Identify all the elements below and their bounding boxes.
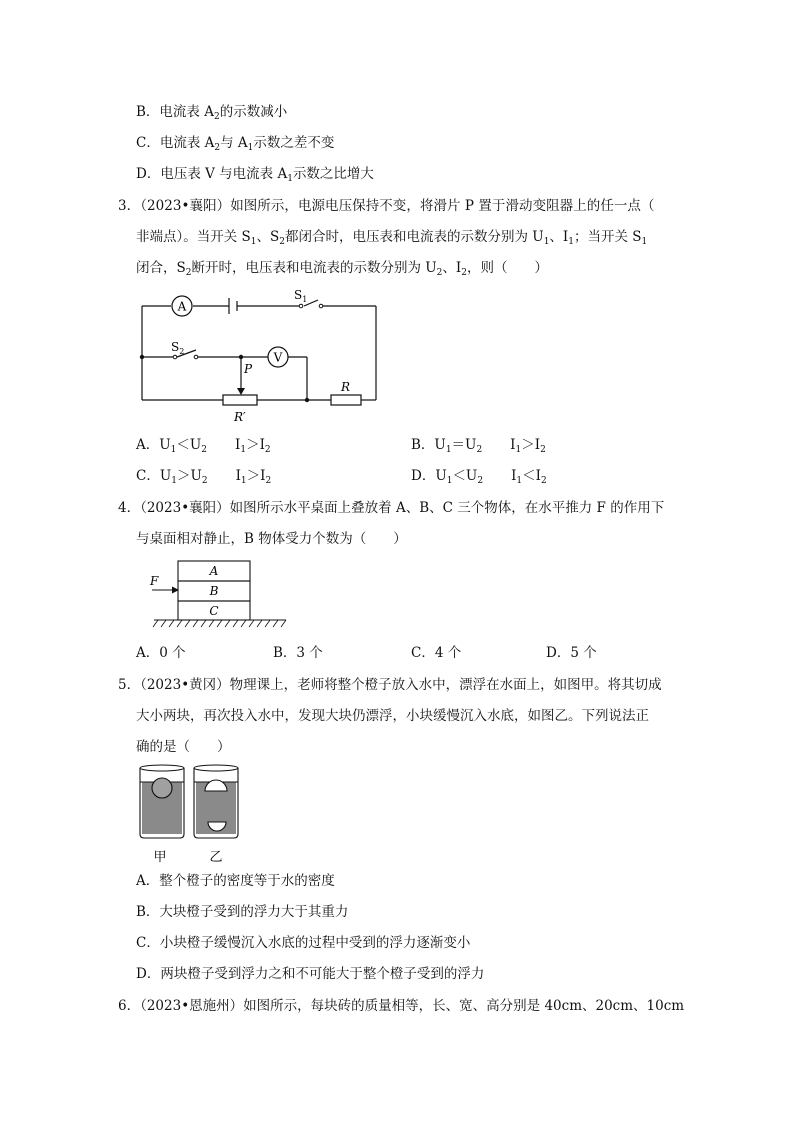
q5-stem-line1: 5．（2023•黄冈）物理课上，老师将整个橙子放入水中，漂浮在水面上，如图甲。将其切成 <box>118 677 662 693</box>
q4-option-d: D．5 个 <box>546 645 597 661</box>
slider-label: P <box>244 362 253 376</box>
resistor-label: R <box>341 380 351 394</box>
orange-beakers-figure <box>136 762 246 868</box>
stacked-blocks-diagram <box>150 558 290 630</box>
q3-option-a: A．$U_1<U_2$ $I_1>I_2$ <box>136 437 271 455</box>
switch2-label: $S_2$ <box>171 340 185 356</box>
q4-option-b: B．3 个 <box>273 645 323 661</box>
option-c: C．电流表 $A_2$与 $A_1$示数之差不变 <box>136 135 335 153</box>
circuit-diagram <box>130 285 390 430</box>
q5-option-c: C．小块橙子缓慢沉入水底的过程中受到的浮力逐渐变小 <box>136 935 471 951</box>
label-jia: 甲 <box>153 850 167 865</box>
q4-stem-line2: 与桌面相对静止，B 物体受力个数为（ ） <box>136 531 407 547</box>
q5-option-a: A．整个橙子的密度等于水的密度 <box>136 873 335 889</box>
ammeter-label: A <box>177 299 187 314</box>
force-label: F <box>150 574 159 588</box>
q5-stem-line2: 大小两块，再次投入水中，发现大块仍漂浮，小块缓慢沉入水底，如图乙。下列说法正 <box>136 708 649 724</box>
q3-option-b: B．$U_1=U_2$ $I_1>I_2$ <box>411 437 546 455</box>
block-c-label: C <box>209 604 219 618</box>
option-d: D．电压表 V 与电流表 $A_1$示数之比增大 <box>136 166 374 184</box>
q3-option-c: C．$U_1>U_2$ $I_1>I_2$ <box>136 468 272 486</box>
q6-stem-line1: 6．（2023•恩施州）如图所示，每块砖的质量相等，长、宽、高分别是 40cm、20cm、10cm <box>118 998 685 1014</box>
q5-option-b: B．大块橙子受到的浮力大于其重力 <box>136 904 349 920</box>
q3-stem-line3: 闭合，$S_2$断开时，电压表和电流表的示数分别为 $U_2$、$I_2$，则（ ） <box>136 260 548 278</box>
rheostat-label: R′ <box>234 410 246 424</box>
q3-stem-line1: 3．（2023•襄阳）如图所示，电源电压保持不变，将滑片 P 置于滑动变阻器上的任一点（ <box>118 198 655 214</box>
q3-stem-line2: 非端点）。当开关 $S_1$、$S_2$都闭合时，电压表和电流表的示数分别为 $U_1$、$I_1$；当开关 $S_1$ <box>136 229 648 247</box>
q4-stem-line1: 4．（2023•襄阳）如图所示水平桌面上叠放着 A、B、C 三个物体，在水平推力 F 的作用下 <box>118 500 665 516</box>
voltmeter-label: V <box>273 350 283 365</box>
label-yi: 乙 <box>209 850 223 865</box>
q5-stem-line3: 确的是（ ） <box>136 739 231 755</box>
q5-option-d: D．两块橙子受到浮力之和不可能大于整个橙子受到的浮力 <box>136 966 485 982</box>
q3-option-d: D．$U_1<U_2$ $I_1<I_2$ <box>411 468 547 486</box>
q4-option-a: A．0 个 <box>136 645 186 661</box>
block-a-label: A <box>209 564 219 578</box>
switch1-label: $S_1$ <box>294 288 308 304</box>
block-b-label: B <box>209 584 219 598</box>
option-b: B．电流表 $A_2$的示数减小 <box>136 104 288 122</box>
q4-option-c: C．4 个 <box>411 645 462 661</box>
